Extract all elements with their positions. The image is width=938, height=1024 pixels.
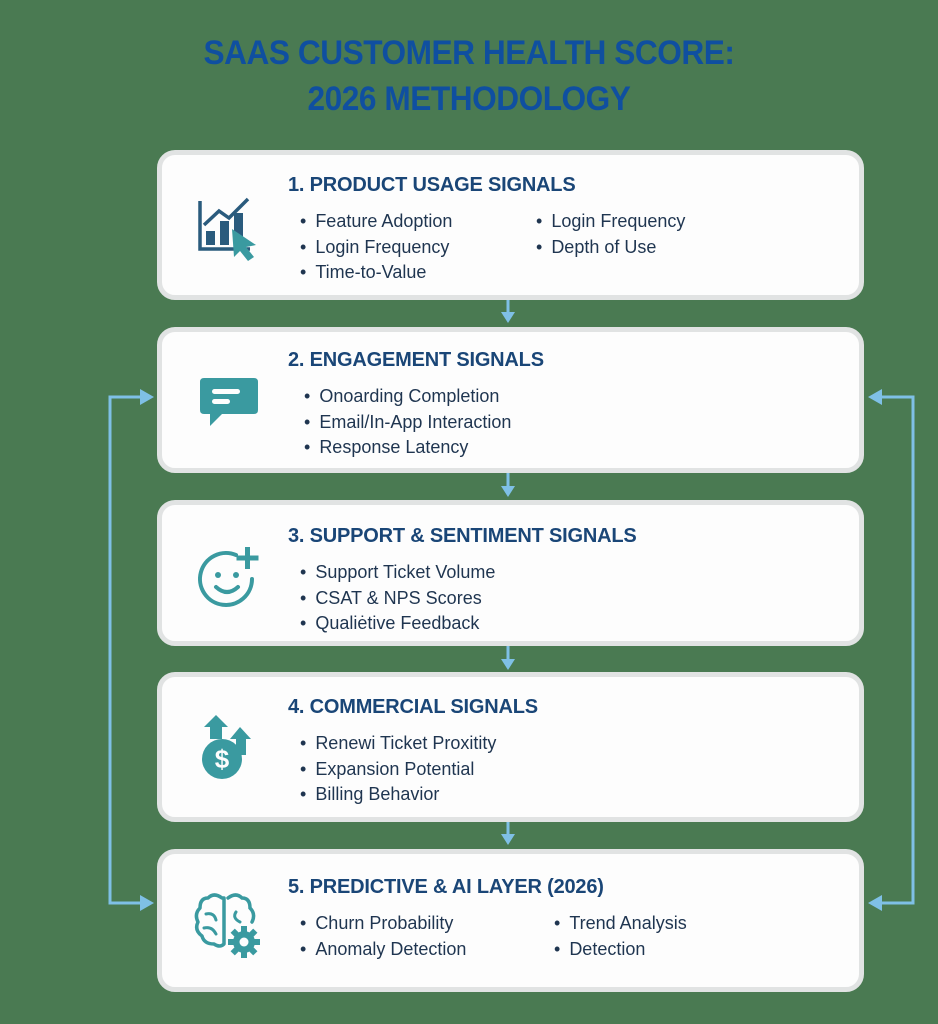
signal-list-col1 xyxy=(304,384,511,461)
list-item: • Onoarding Completion xyxy=(304,384,511,410)
list-item: • Support Ticket Volume xyxy=(300,560,495,586)
section-heading: 5. PREDICTIVE & AI LAYER (2026) xyxy=(288,876,604,898)
section-card-support-sentiment xyxy=(157,500,864,646)
list-item: • Qualiėtive Feedback xyxy=(300,611,495,637)
signal-list-col1 xyxy=(300,209,452,286)
svg-text:$: $ xyxy=(214,744,230,774)
list-item: • Anomaly Detection xyxy=(300,937,466,963)
section-card-commercial xyxy=(157,672,864,822)
list-item: • CSAT & NPS Scores xyxy=(300,586,495,612)
title-line-2: 2026 METHODOLOGY xyxy=(307,80,631,118)
list-item: • Renewi Ticket Proxitity xyxy=(300,731,496,757)
section-heading: 2. ENGAGEMENT SIGNALS xyxy=(288,349,544,371)
brain-gear-icon xyxy=(192,890,262,960)
list-item: • Depth of Use xyxy=(536,235,685,261)
down-arrow-4-5 xyxy=(500,820,516,846)
signal-list-col2 xyxy=(554,911,687,962)
list-item: • Billing Behavior xyxy=(300,782,496,808)
title-line-1: SAAS CUSTOMER HEALTH SCORE: xyxy=(203,34,735,72)
page-title xyxy=(33,30,905,122)
chat-bubble-icon xyxy=(192,370,262,440)
section-heading: 4. COMMERCIAL SIGNALS xyxy=(288,696,538,718)
list-item: • Email/In-App Interaction xyxy=(304,410,511,436)
signal-list-col2 xyxy=(536,209,685,260)
signal-list-col1 xyxy=(300,911,466,962)
section-heading: 3. SUPPORT & SENTIMENT SIGNALS xyxy=(288,525,637,547)
chart-cursor-icon xyxy=(192,193,262,263)
signal-list-col1 xyxy=(300,560,495,637)
signal-list-col1 xyxy=(300,731,496,808)
down-arrow-3-4 xyxy=(500,645,516,671)
section-card-engagement xyxy=(157,327,864,473)
section-card-predictive-ai xyxy=(157,849,864,992)
down-arrow-1-2 xyxy=(500,298,516,324)
dollar-growth-icon xyxy=(192,713,262,783)
list-item: • Expansion Potential xyxy=(300,757,496,783)
list-item: • Detection xyxy=(554,937,687,963)
smiley-plus-icon xyxy=(192,543,262,613)
list-item: • Trend Analysis xyxy=(554,911,687,937)
section-heading: 1. PRODUCT USAGE SIGNALS xyxy=(288,174,576,196)
section-card-product-usage xyxy=(157,150,864,300)
down-arrow-2-3 xyxy=(500,472,516,498)
list-item: • Churn Probability xyxy=(300,911,466,937)
list-item: • Response Latency xyxy=(304,435,511,461)
list-item: • Time-to-Value xyxy=(300,260,452,286)
left-feedback-loop-arrow xyxy=(100,385,156,915)
list-item: • Login Frequency xyxy=(536,209,685,235)
right-feedback-loop-arrow xyxy=(866,385,922,915)
list-item: • Login Frequency xyxy=(300,235,452,261)
list-item: • Feature Adoption xyxy=(300,209,452,235)
